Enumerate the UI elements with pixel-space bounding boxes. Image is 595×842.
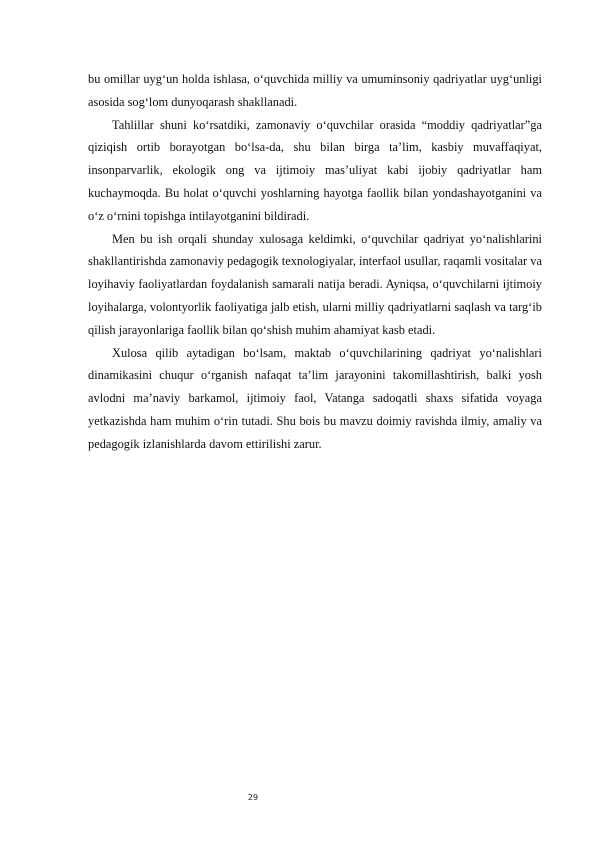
paragraph-conclusion-methods: Men bu ish orqali shunday xulosaga keldimki, o‘quvchilar qadriyat yo‘nalishlarini shakllantirishda zamonaviy pedagogik texnologiyalar, interfaol usullar, raqamli vositalar va loyihaviy faoliyatlardan foydalanish samarali natija beradi. Ayniqsa, o‘quvchilarni ijtimoiy loyihalarga, volontyorlik faoliyatiga jalb etish, ularni milliy qadriyatlarni saqlash va targ‘ib qilish jarayonlariga faollik bilan qo‘shish muhim ahamiyat kasb etadi.	[88, 231, 542, 337]
page-number: 29	[247, 793, 259, 802]
paragraph-analysis: Tahlillar shuni ko‘rsatdiki, zamonaviy o‘quvchilar orasida “moddiy qadriyatlar”ga qiziqish ortib borayotgan bo‘lsa-da, shu bilan birga ta’lim, kasbiy muvaffaqiyat, insonparvarlik, ekologik ong va ijtimoiy mas’uliyat kabi ijobiy qadriyatlar ham kuchaymoqda. Bu holat o‘quvchi yoshlarning hayotga faollik bilan yondashayotganini va o‘z o‘rnini topishga intilayotganini bildiradi.	[88, 117, 542, 223]
paragraph-summary: Xulosa qilib aytadigan bo‘lsam, maktab o‘quvchilarining qadriyat yo‘nalishlari dinamikasini chuqur o‘rganish nafaqat ta’lim jarayonini takomillashtirish, balki yosh avlodni ma’naviy barkamol, ijtimoiy faol, Vatanga sadoqatli shaxs sifatida voyaga yetkazishda ham muhim o‘rin tutadi. Shu bois bu mavzu doimiy ravishda ilmiy, amaliy va pedagogik izlanishlarda davom ettirilishi zarur.	[88, 345, 542, 451]
body-text	[88, 68, 542, 456]
paragraph-continuation: bu omillar uyg‘un holda ishlasa, o‘quvchida milliy va umuminsoniy qadriyatlar uyg‘unligi asosida sog‘lom dunyoqarash shakllanadi.	[88, 72, 542, 109]
